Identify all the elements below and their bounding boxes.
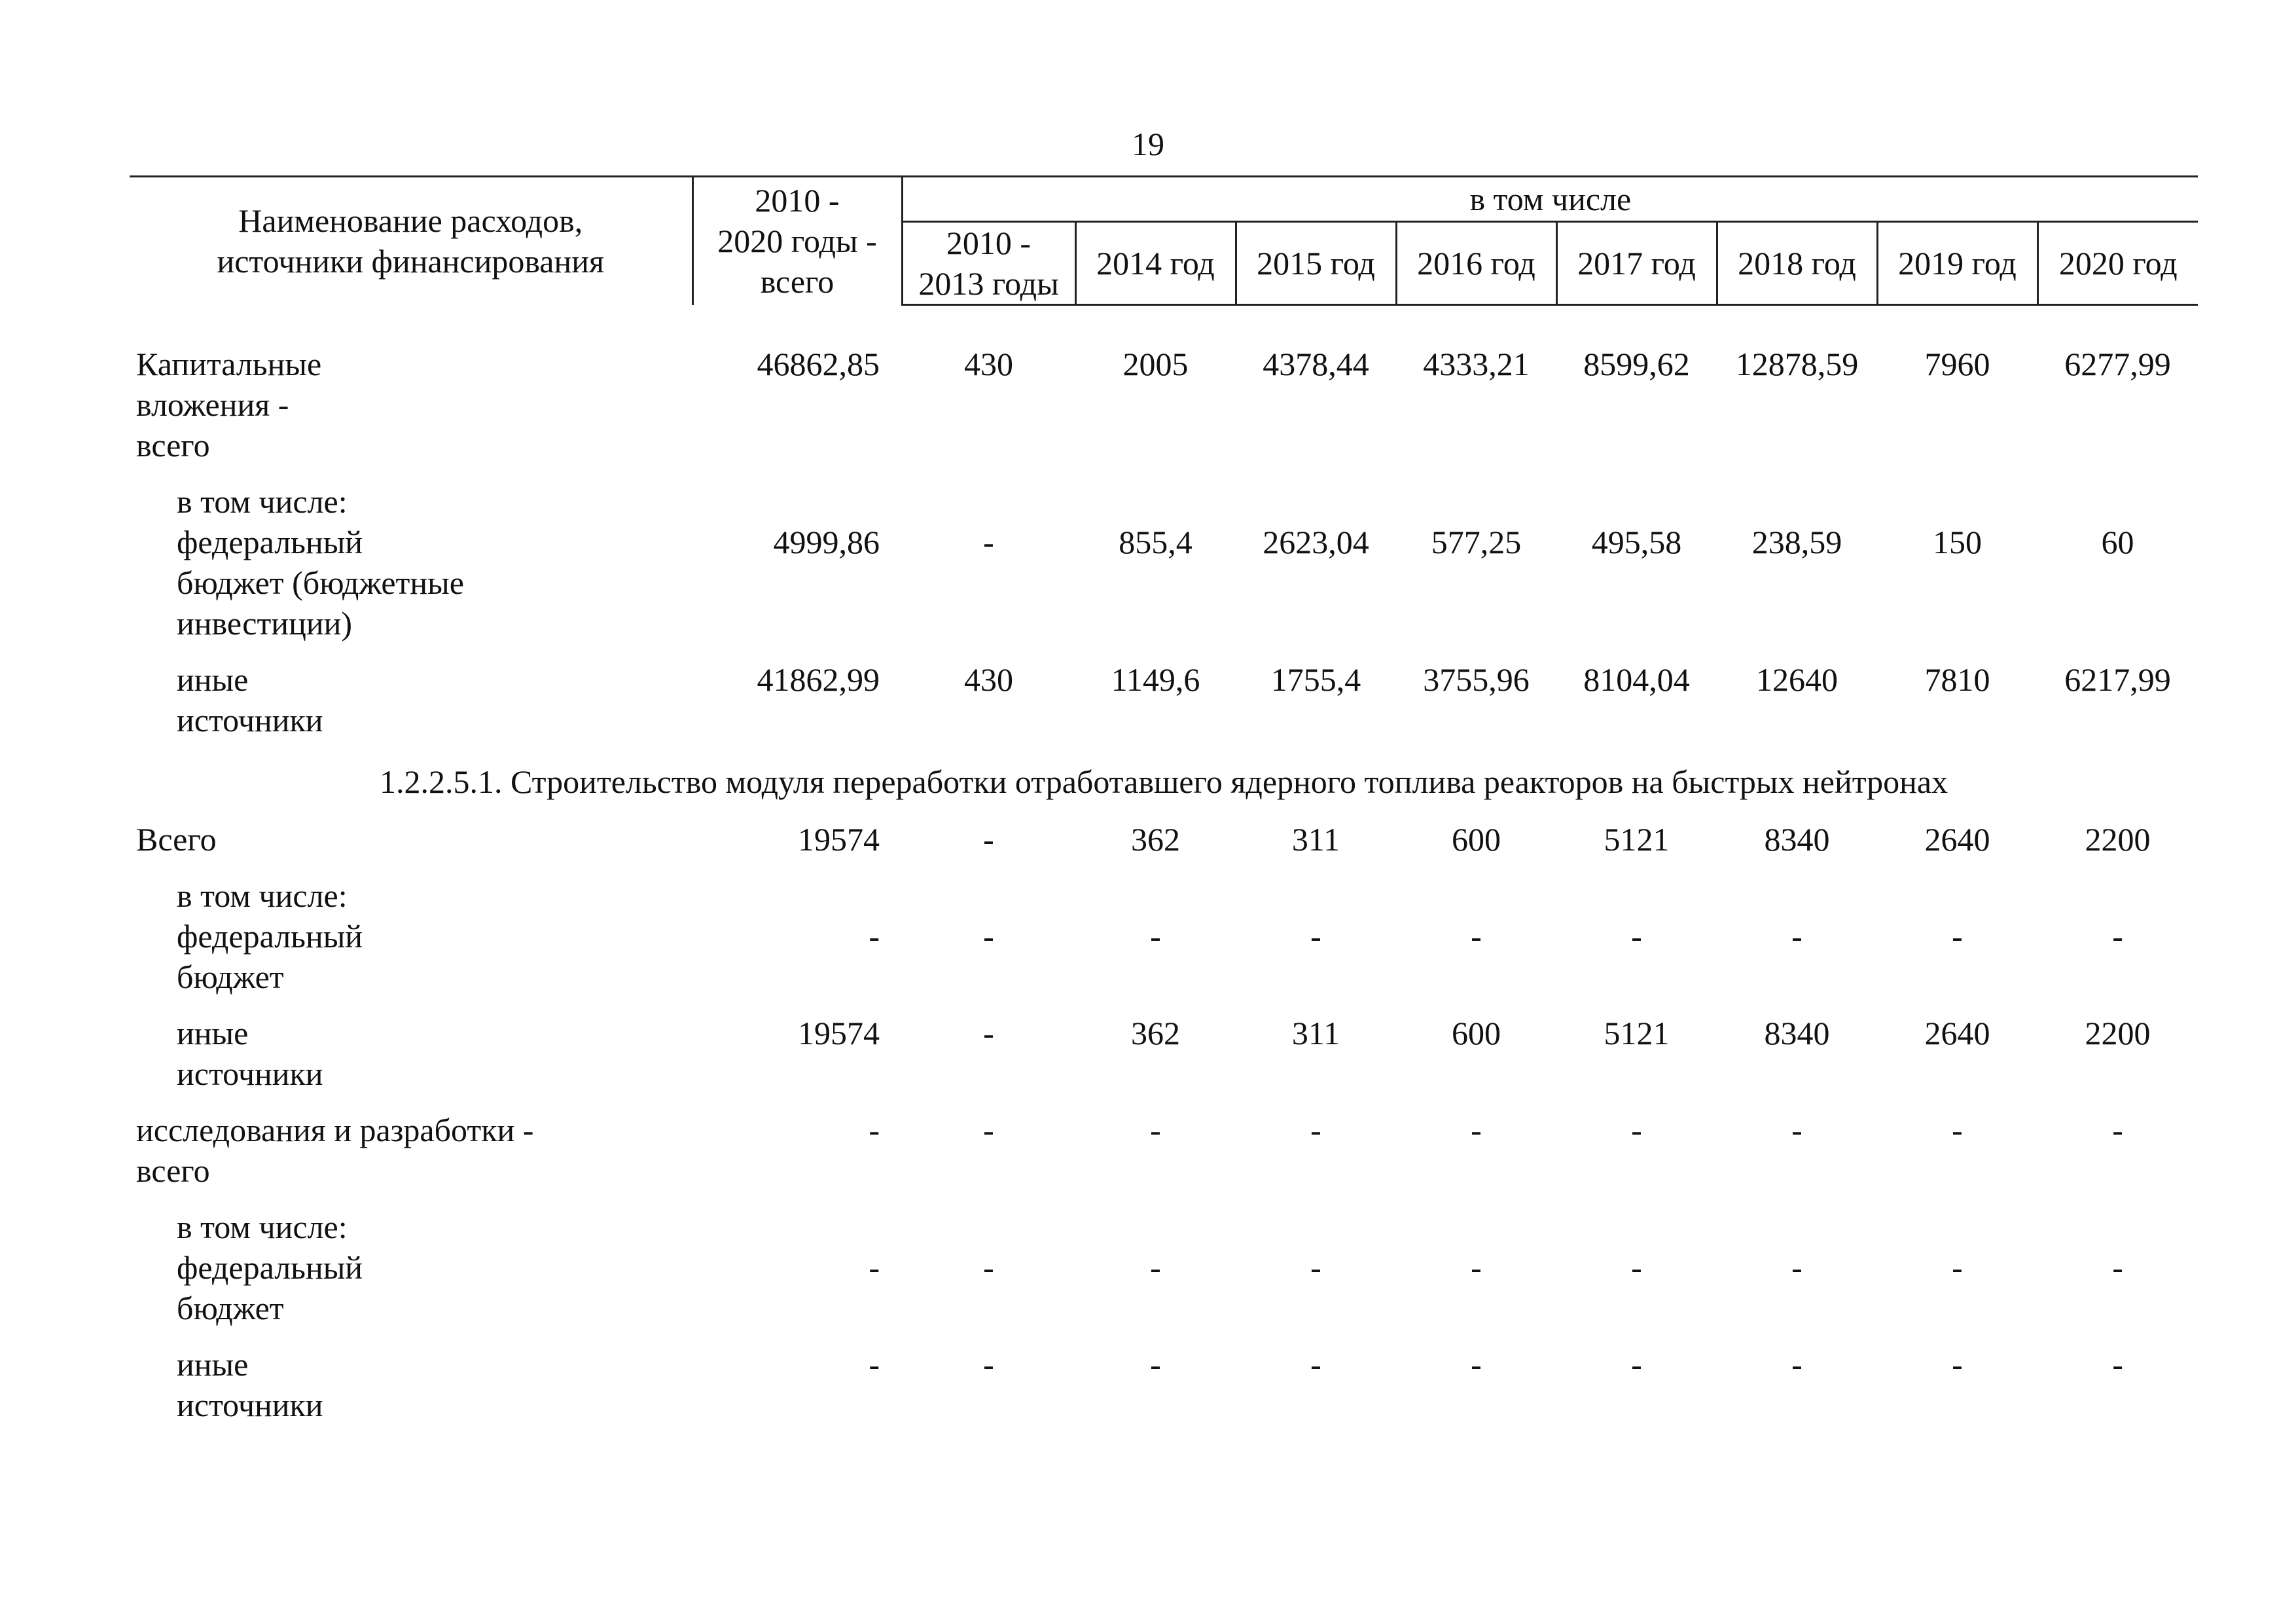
- value-text: 2005: [1122, 346, 1189, 382]
- value-text: -: [983, 524, 994, 560]
- row-value: [1556, 659, 1717, 756]
- value-text: 311: [1291, 1015, 1340, 1051]
- row-value: [1877, 819, 2037, 875]
- row-value: [1075, 1013, 1236, 1110]
- row-value: [1877, 481, 2037, 659]
- value-text: -: [1631, 1112, 1642, 1148]
- table-row: [130, 875, 2198, 1013]
- value-text: -: [1631, 1249, 1642, 1286]
- row-label: [130, 1207, 692, 1344]
- value-text: 3755,96: [1423, 661, 1530, 698]
- value-text: -: [1631, 918, 1642, 955]
- row-label-text: исследования и разработки - всего: [136, 1112, 534, 1189]
- row-value: [1236, 659, 1396, 756]
- table-row: [130, 1110, 2198, 1207]
- table-row: [130, 344, 2198, 481]
- row-value: [692, 659, 902, 756]
- value-text: -: [1791, 1346, 1803, 1383]
- row-value: [1717, 1013, 1877, 1110]
- row-value: [1236, 819, 1396, 875]
- value-text: 577,25: [1431, 524, 1522, 560]
- header-name-column: Наименование расходов, источники финансирования: [130, 177, 692, 305]
- spacer-row: [130, 305, 2198, 344]
- row-label-text: в том числе: федеральный бюджет: [177, 1209, 363, 1326]
- row-value: [1396, 1344, 1556, 1441]
- value-text: -: [1150, 918, 1161, 955]
- value-text: 2200: [2085, 821, 2151, 858]
- row-value: [1717, 1110, 1877, 1207]
- value-text: 60: [2101, 524, 2134, 560]
- table-row: [130, 659, 2198, 756]
- value-text: -: [1310, 1112, 1321, 1148]
- value-text: 19574: [798, 821, 880, 858]
- value-text: -: [869, 1346, 880, 1383]
- row-value: [1236, 1013, 1396, 1110]
- value-text: -: [983, 918, 994, 955]
- row-value: [1556, 1110, 1717, 1207]
- row-value: [902, 344, 1075, 481]
- value-text: -: [983, 1249, 994, 1286]
- header-period-4: 2017 год: [1556, 222, 1717, 305]
- value-text: 238,59: [1751, 524, 1842, 560]
- value-text: -: [1150, 1112, 1161, 1148]
- row-value: [902, 1013, 1075, 1110]
- row-value: [692, 1013, 902, 1110]
- row-value: [1556, 1013, 1717, 1110]
- row-value: [1075, 819, 1236, 875]
- value-text: -: [1471, 918, 1482, 955]
- row-value: [1717, 481, 1877, 659]
- value-text: 19574: [798, 1015, 880, 1051]
- row-value: [1877, 875, 2037, 1013]
- table-row: [130, 1013, 2198, 1110]
- row-label-text: иные источники: [177, 661, 323, 739]
- value-text: -: [1631, 1346, 1642, 1383]
- value-text: -: [1952, 1249, 1963, 1286]
- row-value: [2037, 1013, 2198, 1110]
- value-text: 600: [1452, 1015, 1501, 1051]
- row-label-text: в том числе: федеральный бюджет (бюджетные инвестиции): [177, 483, 464, 642]
- header-period-2: 2015 год: [1236, 222, 1396, 305]
- value-text: 1149,6: [1111, 661, 1200, 698]
- value-text: 41862,99: [757, 661, 880, 698]
- header-period-0: 2010 - 2013 годы: [902, 222, 1075, 305]
- row-value: [1396, 659, 1556, 756]
- row-value: [2037, 1207, 2198, 1344]
- header-period-3: 2016 год: [1396, 222, 1556, 305]
- value-text: -: [1471, 1112, 1482, 1148]
- row-value: [902, 1207, 1075, 1344]
- row-value: [1236, 481, 1396, 659]
- row-value: [1075, 659, 1236, 756]
- row-value: [692, 1207, 902, 1344]
- value-text: 46862,85: [757, 346, 880, 382]
- row-label: [130, 819, 692, 875]
- row-value: [1075, 344, 1236, 481]
- value-text: -: [2112, 1346, 2123, 1383]
- value-text: 311: [1291, 821, 1340, 858]
- value-text: 430: [964, 346, 1013, 382]
- row-value: [902, 659, 1075, 756]
- row-value: [1717, 659, 1877, 756]
- table-row: [130, 1207, 2198, 1344]
- row-value: [1877, 1344, 2037, 1441]
- value-text: -: [2112, 1249, 2123, 1286]
- row-value: [1556, 819, 1717, 875]
- row-value: [1877, 1110, 2037, 1207]
- header-period-7: 2020 год: [2037, 222, 2198, 305]
- row-label-text: иные источники: [177, 1015, 323, 1092]
- row-value: [1396, 344, 1556, 481]
- row-value: [1556, 1344, 1717, 1441]
- value-text: -: [1952, 918, 1963, 955]
- value-text: 7810: [1924, 661, 1990, 698]
- section-title: 1.2.2.5.1. Строительство модуля переработки отработавшего ядерного топлива реакторов на быстрых нейтронах: [379, 763, 1948, 800]
- value-text: -: [1310, 918, 1321, 955]
- row-value: [902, 1344, 1075, 1441]
- row-value: [1877, 1207, 2037, 1344]
- value-text: 362: [1131, 1015, 1180, 1051]
- financing-table: [130, 175, 2198, 1441]
- value-text: -: [1791, 918, 1803, 955]
- value-text: -: [983, 1015, 994, 1051]
- row-value: [1556, 875, 1717, 1013]
- row-value: [1877, 659, 2037, 756]
- row-label-text: Всего: [136, 821, 217, 858]
- value-text: 7960: [1924, 346, 1990, 382]
- row-label-text: в том числе: федеральный бюджет: [177, 877, 363, 995]
- row-value: [2037, 344, 2198, 481]
- row-value: [692, 1344, 902, 1441]
- value-text: 855,4: [1119, 524, 1193, 560]
- row-label: [130, 481, 692, 659]
- row-value: [902, 481, 1075, 659]
- header-period-1: 2014 год: [1075, 222, 1236, 305]
- row-label: [130, 875, 692, 1013]
- value-text: -: [2112, 918, 2123, 955]
- row-value: [2037, 481, 2198, 659]
- value-text: 12640: [1756, 661, 1838, 698]
- row-value: [1717, 875, 1877, 1013]
- row-label: [130, 1013, 692, 1110]
- row-label: [130, 344, 692, 481]
- value-text: -: [1471, 1249, 1482, 1286]
- row-value: [1556, 1207, 1717, 1344]
- row-label-text: иные источники: [177, 1346, 323, 1423]
- value-text: 8104,04: [1583, 661, 1690, 698]
- value-text: 8599,62: [1583, 346, 1690, 382]
- value-text: -: [1791, 1249, 1803, 1286]
- value-text: -: [1150, 1346, 1161, 1383]
- value-text: 150: [1933, 524, 1982, 560]
- value-text: -: [983, 1346, 994, 1383]
- value-text: 8340: [1764, 821, 1830, 858]
- row-value: [1396, 1110, 1556, 1207]
- row-value: [1236, 344, 1396, 481]
- value-text: 6217,99: [2064, 661, 2171, 698]
- row-value: [2037, 659, 2198, 756]
- value-text: -: [983, 1112, 994, 1148]
- row-value: [1075, 1110, 1236, 1207]
- value-text: 2623,04: [1263, 524, 1369, 560]
- header-total-column: 2010 - 2020 годы - всего: [692, 177, 902, 305]
- row-value: [902, 1110, 1075, 1207]
- row-value: [692, 344, 902, 481]
- value-text: -: [869, 1112, 880, 1148]
- row-value: [2037, 875, 2198, 1013]
- value-text: 4333,21: [1423, 346, 1530, 382]
- row-value: [902, 819, 1075, 875]
- table-body: [130, 305, 2198, 1442]
- row-value: [1236, 1110, 1396, 1207]
- row-value: [692, 481, 902, 659]
- value-text: 4378,44: [1263, 346, 1369, 382]
- row-value: [1075, 1344, 1236, 1441]
- row-value: [1396, 819, 1556, 875]
- row-value: [1877, 1013, 2037, 1110]
- row-value: [1556, 481, 1717, 659]
- value-text: -: [1471, 1346, 1482, 1383]
- row-value: [2037, 819, 2198, 875]
- row-value: [1236, 875, 1396, 1013]
- table-row: [130, 1344, 2198, 1441]
- row-value: [1396, 875, 1556, 1013]
- value-text: 430: [964, 661, 1013, 698]
- row-value: [1236, 1207, 1396, 1344]
- value-text: 1755,4: [1270, 661, 1361, 698]
- table-header: [130, 177, 2198, 305]
- value-text: -: [869, 918, 880, 955]
- value-text: -: [1952, 1346, 1963, 1383]
- row-value: [1236, 1344, 1396, 1441]
- value-text: 8340: [1764, 1015, 1830, 1051]
- value-text: -: [983, 821, 994, 858]
- value-text: 2200: [2085, 1015, 2151, 1051]
- financing-table-container: [130, 175, 2198, 1441]
- row-value: [1075, 481, 1236, 659]
- value-text: -: [1150, 1249, 1161, 1286]
- row-label-text: Капитальные вложения - всего: [136, 346, 322, 464]
- header-including: в том числе: [902, 177, 2198, 222]
- row-label: [130, 659, 692, 756]
- row-value: [1075, 1207, 1236, 1344]
- row-value: [902, 875, 1075, 1013]
- value-text: 362: [1131, 821, 1180, 858]
- value-text: 12878,59: [1735, 346, 1859, 382]
- row-value: [1717, 1344, 1877, 1441]
- value-text: 5121: [1604, 821, 1670, 858]
- value-text: -: [1310, 1249, 1321, 1286]
- row-value: [1396, 481, 1556, 659]
- header-period-6: 2019 год: [1877, 222, 2037, 305]
- value-text: -: [2112, 1112, 2123, 1148]
- value-text: 5121: [1604, 1015, 1670, 1051]
- value-text: -: [1952, 1112, 1963, 1148]
- table-row: [130, 481, 2198, 659]
- row-value: [1717, 819, 1877, 875]
- value-text: -: [1791, 1112, 1803, 1148]
- value-text: -: [869, 1249, 880, 1286]
- row-value: [2037, 1110, 2198, 1207]
- section-title-row: [130, 756, 2198, 819]
- row-value: [1556, 344, 1717, 481]
- row-value: [1396, 1013, 1556, 1110]
- value-text: 2640: [1924, 1015, 1990, 1051]
- row-value: [692, 875, 902, 1013]
- value-text: 4999,86: [773, 524, 880, 560]
- header-period-5: 2018 год: [1717, 222, 1877, 305]
- row-value: [1877, 344, 2037, 481]
- row-label: [130, 1344, 692, 1441]
- row-value: [1717, 344, 1877, 481]
- value-text: 600: [1452, 821, 1501, 858]
- row-value: [692, 819, 902, 875]
- row-value: [1075, 875, 1236, 1013]
- row-value: [1396, 1207, 1556, 1344]
- row-value: [2037, 1344, 2198, 1441]
- page-number: 19: [1132, 126, 1164, 162]
- value-text: 2640: [1924, 821, 1990, 858]
- table-row: [130, 819, 2198, 875]
- value-text: 6277,99: [2064, 346, 2171, 382]
- value-text: 495,58: [1591, 524, 1682, 560]
- row-value: [1717, 1207, 1877, 1344]
- row-label: [130, 1110, 692, 1207]
- row-value: [692, 1110, 902, 1207]
- value-text: -: [1310, 1346, 1321, 1383]
